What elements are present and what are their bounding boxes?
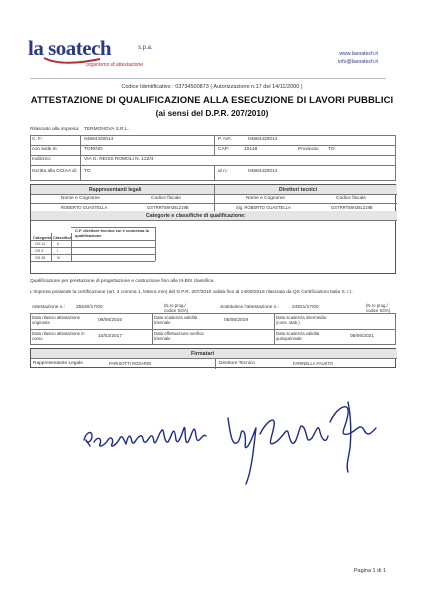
cciaa-label: Iscritta alla CCIAA di:: [32, 169, 78, 174]
class-col-header: Classifica: [53, 235, 72, 240]
document-subtitle: (ai sensi del D.P.R. 207/2010): [155, 108, 269, 118]
issued-label: Rilasciato alla impresa:: [30, 127, 80, 132]
replaces-value: 24821/17/00: [292, 305, 319, 310]
tech-name-header: Nome e Cognome: [246, 196, 285, 201]
seat-label: con sede in:: [32, 147, 58, 152]
signers-title: Firmatari: [191, 351, 215, 357]
legal-rep-name: ROBERTO GUASTELLA: [61, 205, 108, 210]
legal-rep-label: Rappresentante Legale: [33, 361, 83, 366]
certification-note: L'impresa possiede la certificazione (art. 3 comma 1, lettera mm) del D.P.R. 207/2010 valida fino al 14/09/2018 rilasciata da QS Certificazioni Italia S. r.l..: [30, 290, 354, 295]
current-date-value: 10/02/2017: [98, 334, 123, 339]
piva-value: 04584420014: [248, 137, 278, 142]
original-date-label: Data rilascio attestazione originaria: [32, 315, 81, 325]
piva-label: P. IVA:: [218, 137, 232, 142]
attestation-number-value: 25630/17/00: [76, 305, 103, 310]
attestation-number-label: Attestazione n.:: [32, 305, 66, 310]
website-link[interactable]: www.lasoatech.it: [339, 51, 378, 57]
verify-date-label: Data effettuazione verifica triennale: [154, 331, 204, 341]
class-cell: I: [57, 249, 58, 253]
address-value: VIA G. REISS ROMOLI N. 122/4: [84, 157, 154, 162]
province-label: Provincia:: [298, 147, 320, 152]
province-value: TO: [328, 147, 335, 152]
legal-rep-tax: GSTRRT58H26L219B: [147, 205, 189, 210]
address-label: Indirizzo:: [32, 157, 52, 162]
original-date-value: 06/06/2016: [98, 318, 123, 323]
tech-director-tax: GSTRRT58H26L219B: [331, 205, 373, 210]
logo-suffix: s.p.a.: [138, 45, 153, 51]
validity-date-label: Data scadenza validità triennale: [154, 315, 198, 325]
contact-info: [338, 50, 378, 66]
legal-name-header: Nome e Cognome: [61, 196, 100, 201]
category-cell: OG 11: [35, 242, 46, 246]
category-cell: OS 28: [35, 256, 46, 260]
tech-directors-title: Direttori tecnici: [279, 187, 318, 193]
document-title: ATTESTAZIONE DI QUALIFICAZIONE ALLA ESECUZIONE DI LAVORI PUBBLICI: [30, 95, 394, 106]
cf-label: C. F.:: [32, 137, 44, 142]
code-line: Codice Identificativo : 03734500873 ( Autorizzazione n.17 del 14/11/2000 ): [121, 84, 303, 90]
replaces-note: (N.ro prog./ codice SOA): [366, 303, 391, 313]
category-cell: OS 3: [35, 249, 44, 253]
tech-director-name: Sig. ROBERTO GUASTELLA: [236, 205, 291, 210]
legal-rep-signer: PARISOTTI ROSARIO: [109, 361, 152, 366]
legal-reps-title: Rappresentanti legali: [89, 187, 142, 193]
tech-director-signer: FARINELLA FAUSTO: [293, 361, 334, 366]
validity-date-value: 05/06/2019: [224, 318, 249, 323]
attestation-section: [30, 303, 396, 345]
categories-title: Categorie e classifiche di qualificazione:: [146, 213, 246, 219]
representatives-section: [30, 184, 396, 274]
company-logo: [28, 36, 198, 76]
signers-section: [30, 348, 396, 368]
cciaa-number-label: al n.:: [218, 169, 229, 174]
cap-value: 10148: [244, 147, 258, 152]
company-section: [30, 126, 396, 182]
design-note: Qualificazione per prestazione di progettazione e costruzione fino alla III-BIS classifica.: [30, 279, 215, 284]
director-col-header: C.F. direttore tecnico cui è connessa la qualificazione: [75, 228, 149, 238]
category-col-header: Categoria: [33, 235, 52, 240]
attestation-number-note: (N.ro prog./ codice SOA): [164, 303, 189, 313]
header-divider: [30, 78, 386, 79]
intermediate-date-label: Data scadenza intermedia (cons. stab.): [276, 315, 326, 325]
page-number: Pagina 1 di 1: [353, 568, 386, 574]
tech-director-label: Direttore Tecnico: [219, 361, 255, 366]
cf-value: 04584420014: [84, 137, 114, 142]
cciaa-value: TO: [84, 169, 91, 174]
five-year-date-label: Data scadenza validità quinquennale: [276, 331, 320, 341]
current-date-label: Data rilascio attestazione in corso: [32, 331, 85, 341]
class-cell: II: [57, 242, 59, 246]
logo-text: la soatech: [28, 36, 112, 60]
email-link[interactable]: info@lasoatech.it: [338, 59, 378, 65]
logo-tagline: organismo di attestazione: [86, 62, 143, 68]
cap-label: CAP:: [218, 147, 230, 152]
seat-value: TORINO: [84, 147, 103, 152]
tech-tax-header: Codice fiscale: [336, 196, 366, 201]
issued-value: TERMONOVA S.R.L.: [84, 127, 129, 132]
class-cell: IV: [57, 256, 61, 260]
cciaa-number-value: 04584420014: [248, 169, 278, 174]
legal-tax-header: Codice fiscale: [151, 196, 181, 201]
five-year-date-value: 05/06/2021: [350, 334, 375, 339]
replaces-label: Sostituisce l'attestazione n.:: [220, 305, 280, 310]
handwritten-signatures: [80, 392, 380, 487]
